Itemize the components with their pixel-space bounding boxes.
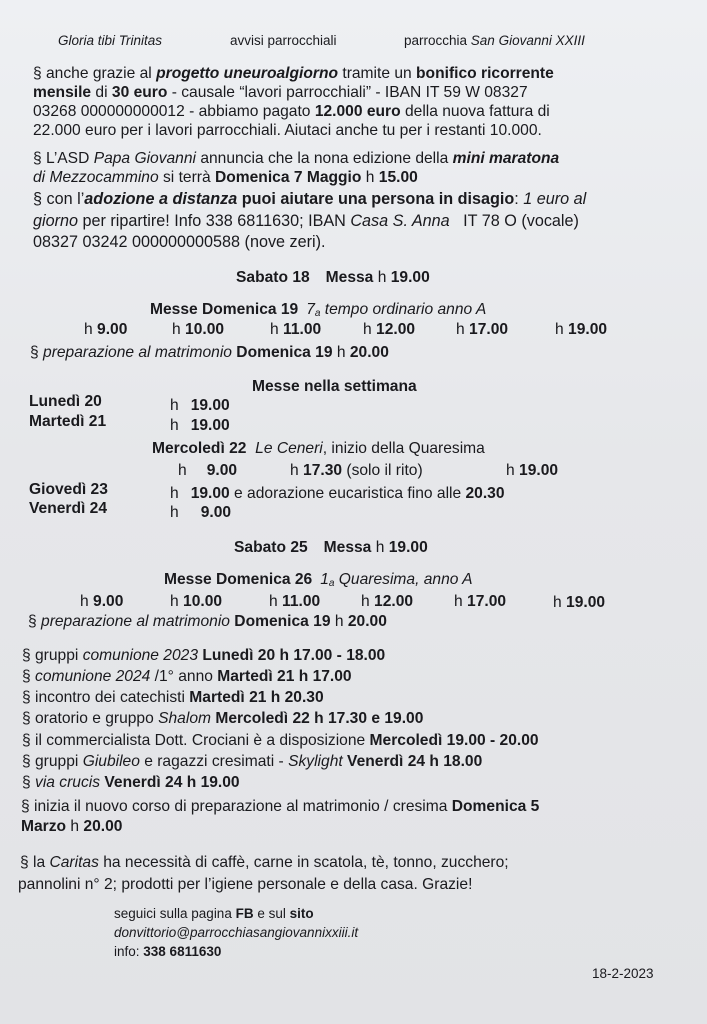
group-item-oratorio: § oratorio e gruppo Shalom Mercoledì 22 h 17.30 e 19.00 <box>22 710 424 727</box>
notice-project-line-1: § anche grazie al progetto uneuroalgiorno tramite un bonifico ricorrente <box>33 65 554 82</box>
caritas-notice-line-1: § la Caritas ha necessità di caffè, carne in scatola, tè, tonno, zucchero; <box>20 854 509 871</box>
sunday-26-title: Messe Domenica 26 $1_a$ Quaresima, anno A <box>164 571 473 589</box>
header-title: avvisi parrocchiali <box>230 33 337 48</box>
notice-project-line-4: 22.000 euro per i lavori parrocchiali. Aiutaci anche tu per i restanti 10.000. <box>33 122 542 139</box>
notice-marathon-line-2: di Mezzocammino si terrà Domenica 7 Maggio h 15.00 <box>33 169 418 186</box>
wednesday-22-time-1: h 9.00 <box>178 462 238 479</box>
sunday-26-time-3: h 11.00 <box>269 593 321 610</box>
wednesday-22-title: Mercoledì 22 Le Ceneri, inizio della Quaresima <box>152 440 485 457</box>
caritas-notice-line-2: pannolini n° 2; prodotti per l’igiene personale e della casa. Grazie! <box>18 876 473 893</box>
sunday-26-time-4: h 12.00 <box>361 593 414 610</box>
group-item-via-crucis: § via crucis Venerdì 24 h 19.00 <box>22 774 240 791</box>
monday-20-day: Lunedì 20 <box>29 393 102 410</box>
sunday-26-time-6: h 19.00 <box>553 594 606 611</box>
thursday-23-time: h 19.00 e adorazione eucaristica fino alle 20.30 <box>170 485 505 502</box>
saturday-25-mass: Sabato 25 Messa h 19.00 <box>234 539 428 556</box>
friday-24-day: Venerdì 24 <box>29 500 108 517</box>
sunday-19-time-2: h 10.00 <box>172 321 225 338</box>
notice-marathon-line-1: § L’ASD Papa Giovanni annuncia che la nona edizione della mini maratona <box>33 150 560 167</box>
notice-adoption-line-3: 08327 03242 000000000588 (nove zeri). <box>33 233 326 251</box>
wednesday-22-time-2: h 17.30 (solo il rito) <box>290 462 423 479</box>
group-item-catechists: § incontro dei catechisti Martedì 21 h 20.30 <box>22 689 324 706</box>
group-item-accountant: § il commercialista Dott. Crociani è a disposizione Mercoledì 19.00 - 20.00 <box>22 732 539 749</box>
header-parish: parrocchia San Giovanni XXIII <box>404 33 585 48</box>
sunday-19-time-5: h 17.00 <box>456 321 509 338</box>
course-notice-line-2: Marzo h 20.00 <box>21 818 123 835</box>
weekday-masses-title: Messe nella settimana <box>252 378 417 395</box>
sunday-19-time-1: h 9.00 <box>84 321 128 338</box>
notice-adoption-line-2: giorno per ripartire! Info 338 6811630; IBAN Casa S. Anna IT 78 O (vocale) <box>33 212 579 230</box>
thursday-23-day: Giovedì 23 <box>29 481 108 498</box>
sunday-26-time-2: h 10.00 <box>170 593 223 610</box>
course-notice-line-1: § inizia il nuovo corso di preparazione al matrimonio / cresima Domenica 5 <box>21 798 540 815</box>
footer-follow: seguici sulla pagina FB e sul sito <box>114 906 314 921</box>
notice-project-line-3: 03268 000000000012 - abbiamo pagato 12.000 euro della nuova fattura di <box>33 103 550 120</box>
monday-20-time: h 19.00 <box>170 397 230 414</box>
sunday-26-time-5: h 17.00 <box>454 593 507 610</box>
sunday-26-time-1: h 9.00 <box>80 593 124 610</box>
header-motto: Gloria tibi Trinitas <box>58 33 163 48</box>
footer-date: 18-2-2023 <box>592 966 654 981</box>
notice-adoption-line-1: § con l’adozione a distanza puoi aiutare una persona in disagio: 1 euro al <box>33 190 587 208</box>
group-item-communion-2024: § comunione 2024 /1° anno Martedì 21 h 17.00 <box>22 668 352 685</box>
sunday-19-time-3: h 11.00 <box>270 321 322 338</box>
saturday-18-mass: Sabato 18 Messa h 19.00 <box>236 269 430 286</box>
footer-info: info: 338 6811630 <box>114 944 222 959</box>
group-item-communion-2023: § gruppi comunione 2023 Lunedì 20 h 17.00 - 18.00 <box>22 647 386 664</box>
wednesday-22-time-3: h 19.00 <box>506 462 559 479</box>
marriage-prep-week1: § preparazione al matrimonio Domenica 19 h 20.00 <box>30 344 389 361</box>
sunday-19-time-6: h 19.00 <box>555 321 608 338</box>
sunday-19-title: Messe Domenica 19 $7_a$ tempo ordinario anno A <box>150 301 487 319</box>
group-item-giubileo: § gruppi Giubileo e ragazzi cresimati - Skylight Venerdì 24 h 18.00 <box>22 753 483 770</box>
marriage-prep-week2: § preparazione al matrimonio Domenica 19 h 20.00 <box>28 613 387 630</box>
sunday-19-time-4: h 12.00 <box>363 321 416 338</box>
tuesday-21-time: h 19.00 <box>170 417 230 434</box>
footer-email[interactable]: donvittorio@parrocchiasangiovannixxiii.it <box>114 925 359 940</box>
notice-project-line-2: mensile di 30 euro - causale “lavori parrocchiali” - IBAN IT 59 W 08327 <box>33 84 528 101</box>
tuesday-21-day: Martedì 21 <box>29 413 107 430</box>
friday-24-time: h 9.00 <box>170 504 232 521</box>
